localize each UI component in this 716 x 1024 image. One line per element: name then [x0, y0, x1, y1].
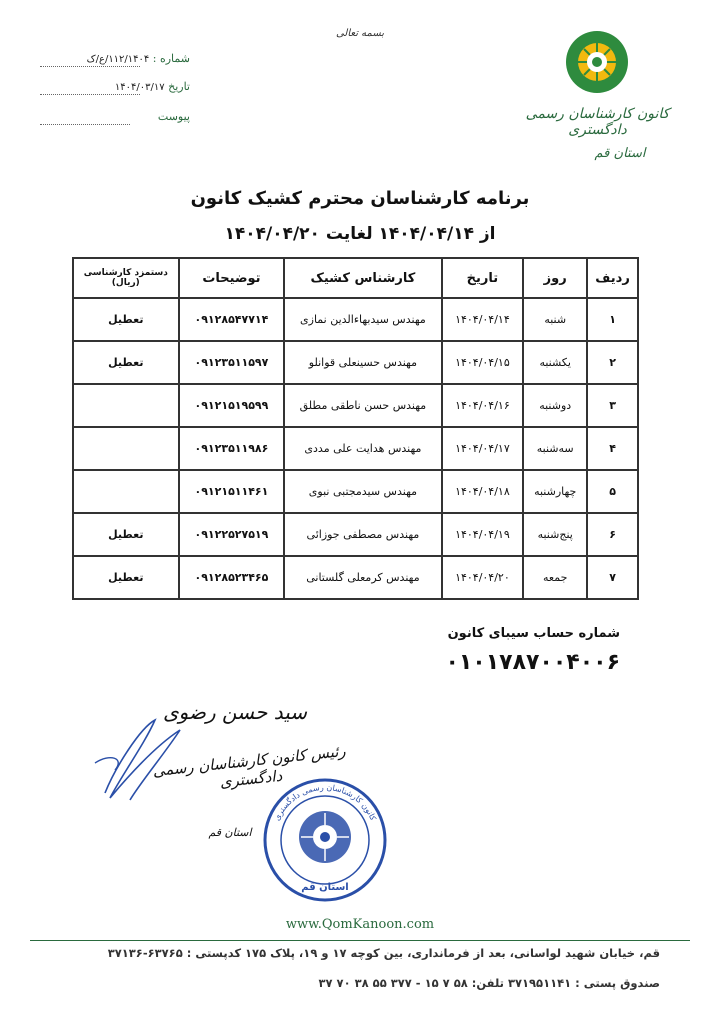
- day-cell: چهارشنبه: [523, 470, 587, 513]
- row-number: ۷: [587, 556, 638, 599]
- header-day: روز: [523, 258, 587, 298]
- table-row: [73, 556, 638, 599]
- header-fee: دستمزد کارشناسی (ریال): [73, 258, 179, 298]
- fee-cell: تعطیل: [73, 298, 179, 341]
- date-cell: ۱۴۰۴/۰۴/۱۴: [442, 298, 524, 341]
- date-cell: ۱۴۰۴/۰۴/۱۵: [442, 341, 524, 384]
- letter-date: [40, 80, 190, 93]
- account-label: شماره حساب سیبای کانون: [447, 626, 620, 641]
- date-cell: ۱۴۰۴/۰۴/۱۸: [442, 470, 524, 513]
- row-number: ۱: [587, 298, 638, 341]
- fee-cell: [73, 384, 179, 427]
- table-row: [73, 470, 638, 513]
- number-value: ۱۱۲/۱۴۰۴/ع/ک: [86, 54, 150, 65]
- row-number: ۳: [587, 384, 638, 427]
- letter-number: [40, 52, 190, 65]
- footer-divider: [30, 940, 690, 941]
- day-cell: یکشنبه: [523, 341, 587, 384]
- table-row: [73, 513, 638, 556]
- table-row: [73, 427, 638, 470]
- seal-bottom-text: استان قم: [301, 882, 349, 893]
- header-notes: توضیحات: [179, 258, 285, 298]
- table-row: [73, 384, 638, 427]
- bismillah: بسمه تعالی: [335, 28, 385, 39]
- footer-address: قم، خیابان شهید لواسانی، بعد از فرمانداری، بین کوچه ۱۷ و ۱۹، پلاک ۱۷۵ کدپستی : ۶۳۷۶۵-۳۷۱۳۶: [107, 946, 660, 960]
- phone-cell: ۰۹۱۲۸۵۴۷۷۱۴: [179, 298, 285, 341]
- fee-cell: [73, 470, 179, 513]
- phone-cell: ۰۹۱۲۲۵۲۷۵۱۹: [179, 513, 285, 556]
- fee-cell: تعطیل: [73, 341, 179, 384]
- phone-cell: ۰۹۱۲۳۵۱۱۹۸۶: [179, 427, 285, 470]
- date-dots: [40, 94, 140, 95]
- date-cell: ۱۴۰۴/۰۴/۱۷: [442, 427, 524, 470]
- number-dots: [40, 66, 140, 67]
- organization-name: کانون کارشناسان رسمی دادگستری: [525, 106, 670, 138]
- attachment-label: پیوست: [157, 110, 190, 123]
- signatory-name: سید حسن رضوی: [162, 700, 308, 724]
- attachment-dots: [40, 124, 130, 125]
- day-cell: شنبه: [523, 298, 587, 341]
- organization-logo: [565, 30, 629, 94]
- header-expert: کارشناس کشیک: [284, 258, 441, 298]
- phone-cell: ۰۹۱۲۸۵۲۳۴۶۵: [179, 556, 285, 599]
- expert-cell: مهندس حسینعلی قوانلو: [284, 341, 441, 384]
- table-row: [73, 341, 638, 384]
- date-cell: ۱۴۰۴/۰۴/۲۰: [442, 556, 524, 599]
- table-header-row: [73, 258, 638, 298]
- duty-schedule-table: [72, 257, 639, 600]
- expert-cell: مهندس هدایت علی مددی: [284, 427, 441, 470]
- signatory-role: رئیس کانون کارشناسان رسمی دادگستری: [151, 741, 347, 792]
- date-value: ۱۴۰۴/۰۳/۱۷: [114, 82, 165, 93]
- date-range: از ۱۴۰۴/۰۴/۱۴ لغایت ۱۴۰۴/۰۴/۲۰: [224, 224, 496, 244]
- expert-cell: مهندس کرمعلی گلستانی: [284, 556, 441, 599]
- page-title: برنامه کارشناسان محترم کشیک کانون: [190, 188, 530, 209]
- row-number: ۴: [587, 427, 638, 470]
- signatory-province: استان قم: [208, 826, 252, 839]
- header-date: تاریخ: [442, 258, 524, 298]
- header-row: ردیف: [587, 258, 638, 298]
- number-label: شماره :: [152, 52, 190, 65]
- day-cell: جمعه: [523, 556, 587, 599]
- expert-cell: مهندس حسن ناطقی مطلق: [284, 384, 441, 427]
- account-number: ۰۱۰۱۷۸۷۰۰۴۰۰۶: [445, 650, 620, 675]
- fee-cell: تعطیل: [73, 556, 179, 599]
- phone-cell: ۰۹۱۲۱۵۱۹۵۹۹: [179, 384, 285, 427]
- official-seal: [260, 775, 390, 905]
- expert-cell: مهندس سیدمجتبی نبوی: [284, 470, 441, 513]
- phone-cell: ۰۹۱۲۳۵۱۱۵۹۷: [179, 341, 285, 384]
- date-cell: ۱۴۰۴/۰۴/۱۹: [442, 513, 524, 556]
- day-cell: دوشنبه: [523, 384, 587, 427]
- row-number: ۲: [587, 341, 638, 384]
- letter-attachment: [40, 110, 190, 123]
- row-number: ۶: [587, 513, 638, 556]
- row-number: ۵: [587, 470, 638, 513]
- expert-cell: مهندس مصطفی جوزائی: [284, 513, 441, 556]
- date-cell: ۱۴۰۴/۰۴/۱۶: [442, 384, 524, 427]
- fee-cell: تعطیل: [73, 513, 179, 556]
- day-cell: سه‌شنبه: [523, 427, 587, 470]
- table-row: [73, 298, 638, 341]
- website-link[interactable]: www.QomKanoon.com: [285, 917, 435, 932]
- footer-contact: صندوق پستی : ۳۷۱۹۵۱۱۴۱ تلفن: ۵۸ ۷ ۱۵ - ۳۷۷ ۵۵ ۳۸ ۷۰ ۳۷: [318, 976, 660, 990]
- date-label: تاریخ: [168, 80, 190, 93]
- seal-outer-text: کانون کارشناسان رسمی دادگستری: [272, 782, 378, 822]
- phone-cell: ۰۹۱۲۱۵۱۱۴۶۱: [179, 470, 285, 513]
- expert-cell: مهندس سیدبهاءالدین نمازی: [284, 298, 441, 341]
- fee-cell: [73, 427, 179, 470]
- organization-province: استان قم: [594, 146, 646, 161]
- day-cell: پنج‌شنبه: [523, 513, 587, 556]
